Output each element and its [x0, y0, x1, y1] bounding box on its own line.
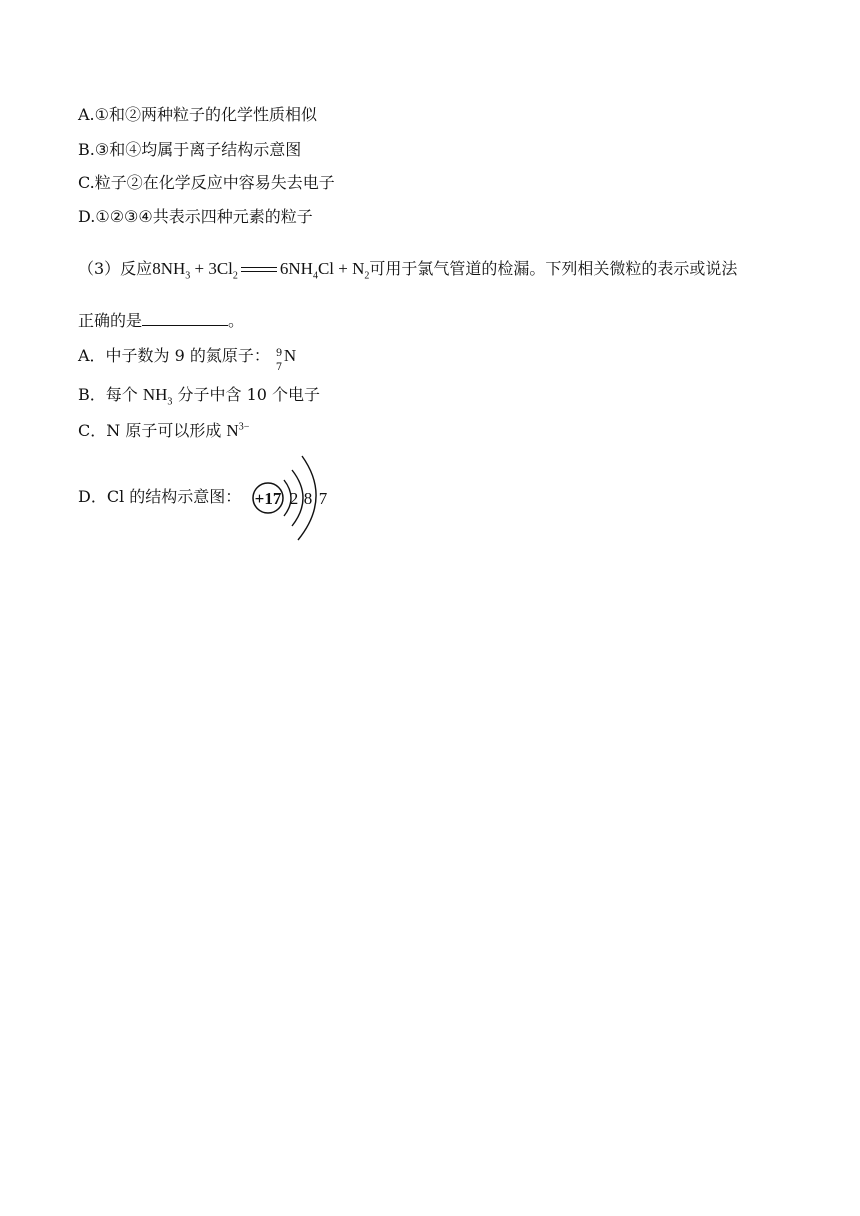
nuclide-notation: 9 7	[275, 347, 283, 373]
choice-c-prefix: C．N 原子可以形成	[78, 421, 227, 440]
q3-line2-text: 正确的是	[78, 311, 143, 330]
reactant-cl2: $3Cl_2$	[208, 259, 238, 282]
q3-prefix: （3）反应	[78, 259, 153, 278]
nucleus-charge: +17	[254, 489, 282, 508]
choice-c	[78, 420, 249, 442]
shell-electrons-2: 8	[303, 489, 313, 508]
option-d: D.①②③④共表示四种元素的粒子	[78, 207, 313, 226]
question-3-line2	[78, 310, 244, 332]
choice-d	[78, 486, 241, 508]
choice-b-prefix: B．每个	[78, 385, 143, 404]
plus-sign: +	[190, 259, 209, 278]
option-b: B.③和④均属于离子结构示意图	[78, 140, 302, 159]
shell-electrons-3: 7	[318, 489, 328, 508]
choice-d-text: D．Cl 的结构示意图：	[78, 487, 242, 506]
product-nh4cl: $6NH_4Cl$	[279, 259, 335, 282]
nitride-ion: $N^{3-}$	[226, 421, 250, 440]
choice-a-text: A．中子数为 9 的氮原子：	[78, 346, 270, 365]
answer-blank[interactable]	[142, 311, 228, 326]
q3-period: 。	[228, 311, 245, 330]
choice-a	[78, 345, 297, 373]
choice-b	[78, 384, 320, 406]
reactant-nh3: $8NH_3$	[152, 259, 191, 282]
plus-sign-2: +	[334, 259, 353, 278]
shell-electrons-1: 2	[289, 489, 299, 508]
question-3-line1	[78, 258, 737, 280]
q3-suffix: 可用于氯气管道的检漏。下列相关微粒的表示或说法	[369, 259, 738, 278]
choice-b-suffix: 分子中含 10 个电子	[172, 385, 321, 404]
nitrogen-symbol: N	[283, 346, 297, 365]
option-c: C.粒子②在化学反应中容易失去电子	[78, 173, 335, 192]
nh3-formula: $NH_3$	[142, 385, 173, 408]
chlorine-structure-diagram	[250, 452, 340, 544]
product-n2: $N_2$	[352, 259, 370, 282]
option-a: A.①和②两种粒子的化学性质相似	[78, 105, 317, 124]
equals-arrow	[241, 266, 277, 274]
